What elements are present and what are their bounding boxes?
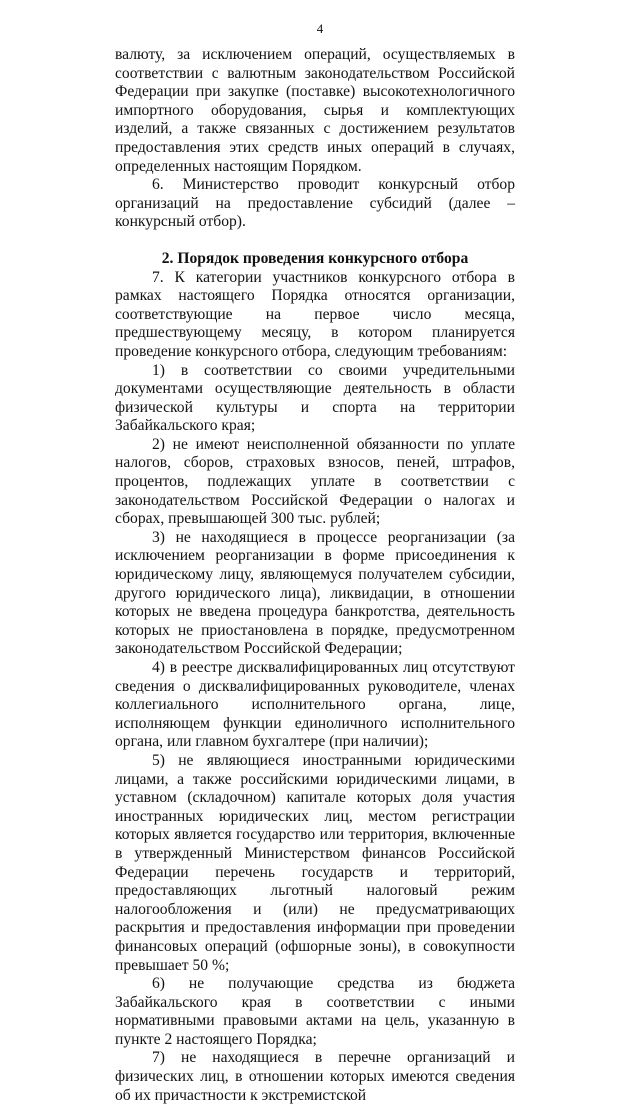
paragraph-item-6: 6. Министерство проводит конкурсный отбор организаций на предоставление субсидий (далее – конкурсный отбор).	[115, 176, 515, 231]
requirement-3: 3) не находящиеся в процессе реорганизации (за исключением реорганизации в форме присоединения к юридическому лицу, являющемуся получателем субсидии, другого юридического лица), ликвидации, в отношении которых не введена процедура банкротства, деятельность которых не приостановлена в порядке, предусмотренном законодательством Российской Федерации;	[115, 528, 515, 658]
requirement-1: 1) в соответствии со своими учредительными документами осуществляющие деятельность в области физической культуры и спорта на территории Забайкальского края;	[115, 361, 515, 435]
paragraph-item-7: 7. К категории участников конкурсного отбора в рамках настоящего Порядка относятся организации, соответствующие на первое число месяца, предшествующему месяцу, в котором планируется проведение конкурсного отбора, следующим требованиям:	[115, 268, 515, 360]
section-heading: 2. Порядок проведения конкурсного отбора	[161, 249, 469, 267]
page-number: 4	[316, 21, 324, 36]
requirement-6: 6) не получающие средства из бюджета Забайкальского края в соответствии с иными нормативными правовыми актами на цель, указанную в пункте 2 настоящего Порядка;	[115, 975, 515, 1048]
requirement-5: 5) не являющиеся иностранными юридическими лицами, а также российскими юридическими лицами, в уставном (складочном) капитале которых доля участия иностранных юридических лиц, местом регистрации которых является государство или территория, включенные в утвержденный Министерством финансов Российской Федерации перечень государств и территорий, предоставляющих льготный налоговый режим налогообложения и (или) не предусматривающих раскрытия и предоставления информации при проведении финансовых операций (офшорные зоны), в совокупности превышает 50 %;	[115, 751, 515, 974]
document-body	[115, 46, 515, 1105]
requirement-2: 2) не имеют неисполненной обязанности по уплате налогов, сборов, страховых взносов, пеней, штрафов, процентов, подлежащих уплате в соответствии с законодательством Российской Федерации о налогах и сборах, превышающей 300 тыс. рублей;	[115, 435, 515, 528]
requirement-4: 4) в реестре дисквалифицированных лиц отсутствуют сведения о дисквалифицированных руководителе, членах коллегиального исполнительного органа, лице, исполняющем функции единоличного исполнительного органа, или главном бухгалтере (при наличии);	[115, 659, 515, 751]
requirement-7: 7) не находящиеся в перечне организаций и физических лиц, в отношении которых имеются сведения об их причастности к экстремистской	[115, 1049, 515, 1104]
continuation-paragraph: валюту, за исключением операций, осуществляемых в соответствии с валютным законодательством Российской Федерации при закупке (поставке) высокотехнологичного импортного оборудования, сырья и комплектующих изделий, а также связанных с достижением результатов предоставления этих средств иных операций в случаях, определенных настоящим Порядком.	[115, 46, 515, 175]
